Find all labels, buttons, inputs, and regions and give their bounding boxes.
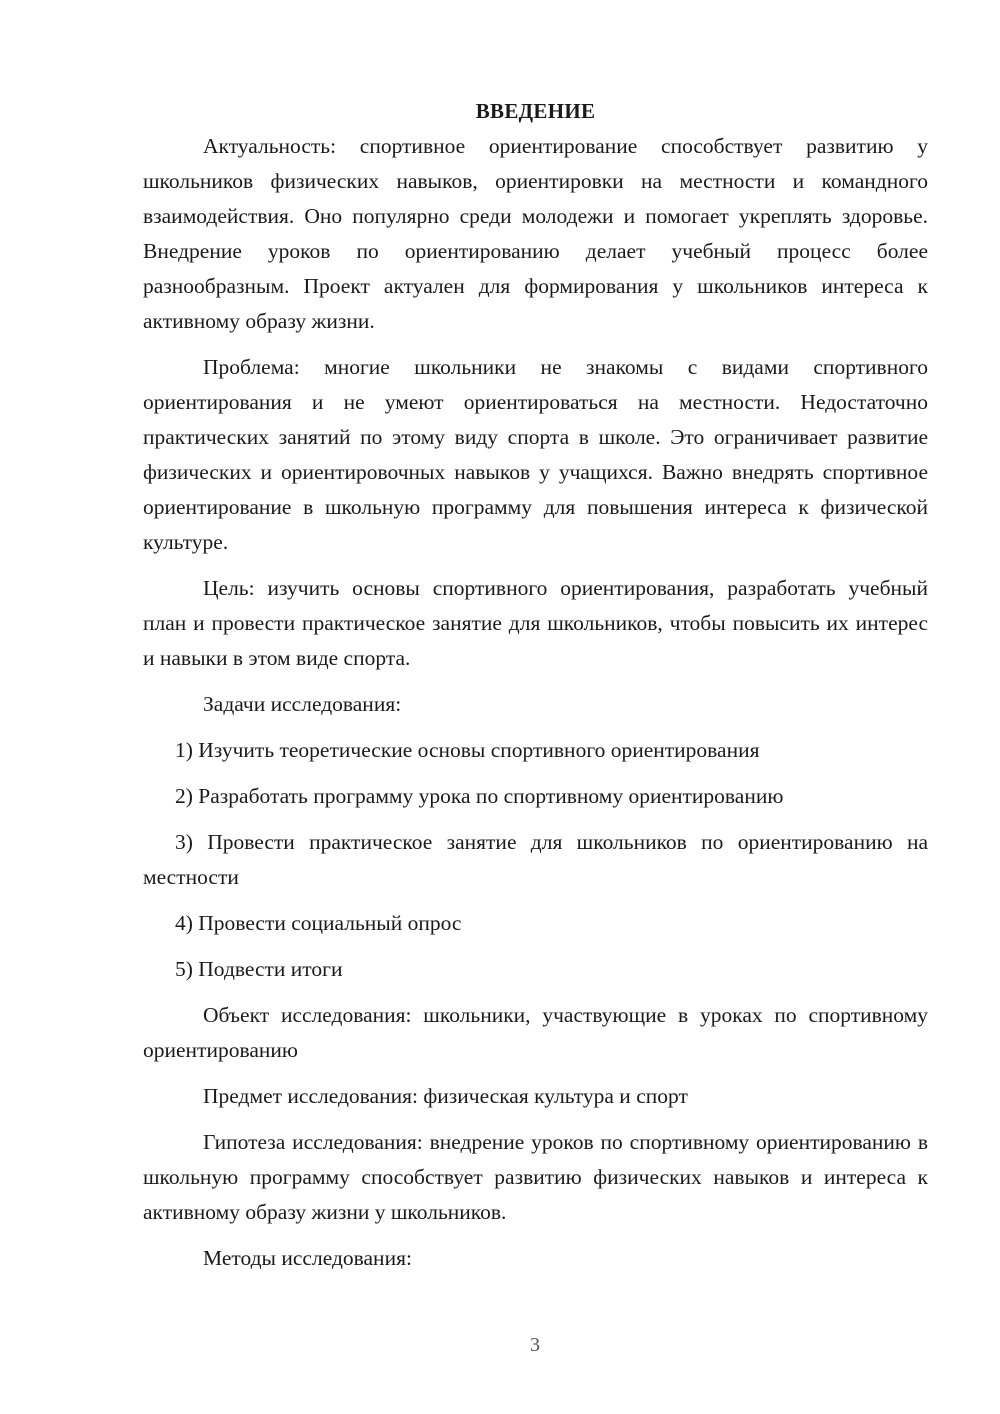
problem-paragraph: Проблема: многие школьники не знакомы с видами спортивного ориентирования и не умеют ориентироваться на местности. Недостаточно практических занятий по этому виду спорта в школе. Это ограничивает развитие физических и ориентировочных навыков у учащихся. Важно внедрять спортивное ориентирование в школьную программу для повышения интереса к физической культуре. [143,355,928,554]
subject-paragraph: Предмет исследования: физическая культура и спорт [203,1084,688,1108]
task-item-5: 5) Подвести итоги [175,957,343,981]
methods-heading: Методы исследования: [203,1246,412,1270]
document-page [143,96,928,1276]
tasks-heading: Задачи исследования: [203,692,402,716]
task-item-3: 3) Провести практическое занятие для школьников по ориентированию на местности [143,830,928,889]
hypothesis-paragraph: Гипотеза исследования: внедрение уроков по спортивному ориентированию в школьную программу способствует развитию физических навыков и интереса к активному образу жизни у школьников. [143,1130,928,1224]
goal-paragraph: Цель: изучить основы спортивного ориентирования, разработать учебный план и провести практическое занятие для школьников, чтобы повысить их интерес и навыки в этом виде спорта. [143,576,928,670]
object-paragraph: Объект исследования: школьники, участвующие в уроках по спортивному ориентированию [143,1003,928,1062]
relevance-paragraph: Актуальность: спортивное ориентирование способствует развитию у школьников физических навыков, ориентировки на местности и командного взаимодействия. Оно популярно среди молодежи и помогает укреплять здоровье. Внедрение уроков по ориентированию делает учебный процесс более разнообразным. Проект актуален для формирования у школьников интереса к активному образу жизни. [143,134,928,333]
page-number: 3 [530,1334,540,1356]
page-title: ВВЕДЕНИЕ [475,99,596,123]
task-item-4: 4) Провести социальный опрос [175,911,462,935]
task-item-1: 1) Изучить теоретические основы спортивного ориентирования [175,738,760,762]
task-item-2: 2) Разработать программу урока по спортивному ориентированию [175,784,784,808]
